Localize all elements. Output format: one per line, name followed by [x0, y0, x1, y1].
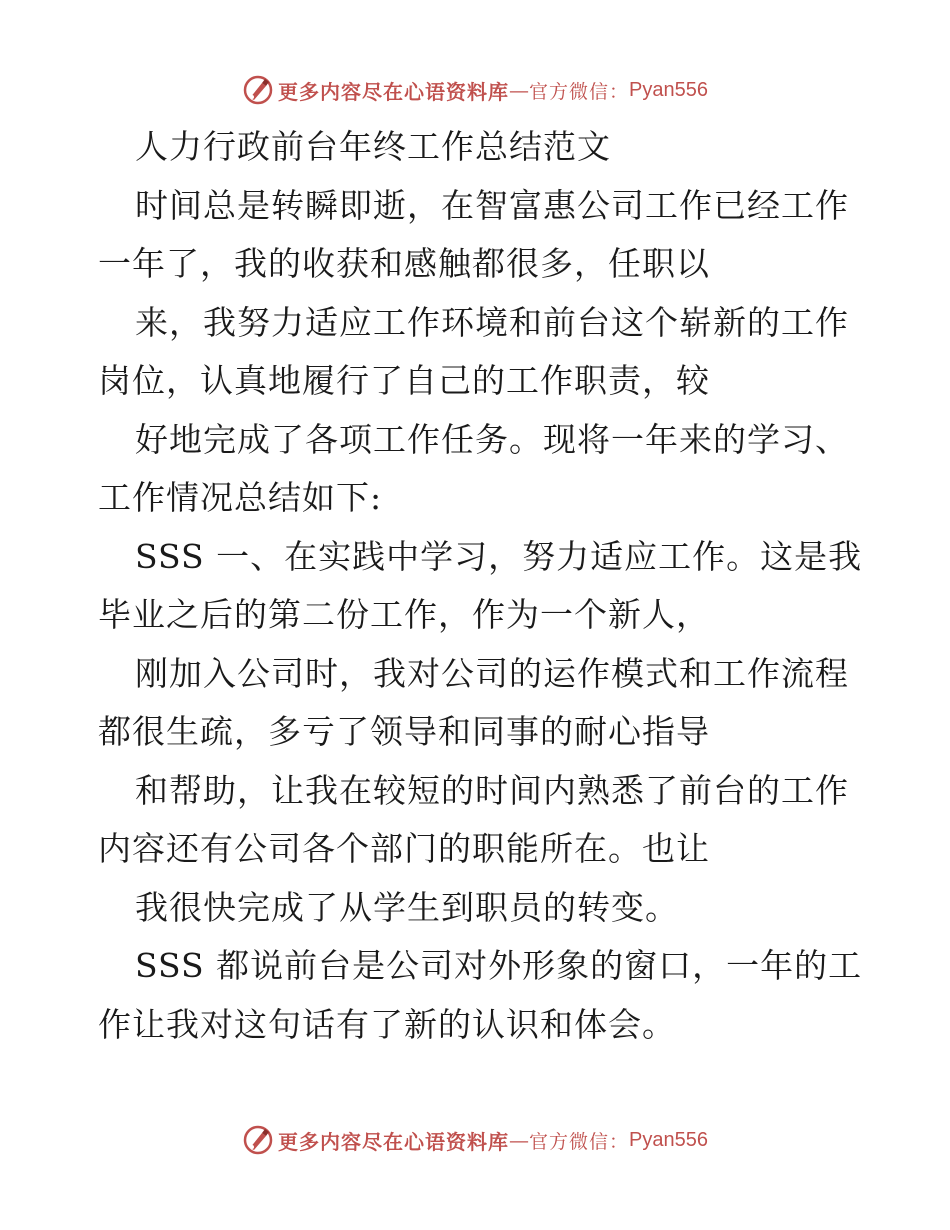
text-line: 工作情况总结如下:: [98, 478, 383, 517]
text-line: 刚加入公司时，我对公司的运作模式和工作流程: [135, 653, 849, 693]
banner-wechat-id: Pyan556: [629, 1128, 708, 1151]
text-line: 好地完成了各项工作任务。现将一年来的学习、: [135, 419, 849, 459]
text-line: SSS 都说前台是公司对外形象的窗口，一年的工: [135, 946, 863, 985]
pen-circle-logo-icon: [242, 74, 274, 106]
text-line: 人力行政前台年终工作总结范文: [135, 127, 611, 166]
header-banner: [0, 70, 950, 110]
text-line: 都很生疏，多亏了领导和同事的耐心指导: [98, 712, 710, 751]
text-line: 作让我对这句话有了新的认识和体会。: [98, 1004, 676, 1044]
text-line: 毕业之后的第二份工作，作为一个新人，: [98, 595, 710, 634]
banner-separator: —: [509, 78, 529, 102]
text-line: 和帮助，让我在较短的时间内熟悉了前台的工作: [135, 770, 849, 810]
text-line: 内容还有公司各个部门的职能所在。也让: [98, 829, 710, 868]
banner-separator: —: [509, 1128, 529, 1152]
footer-banner: [0, 1120, 950, 1160]
text-line: 我很快完成了从学生到职员的转变。: [135, 887, 679, 927]
banner-wechat-label: 官方微信：: [529, 80, 630, 103]
banner-brand-text: 更多内容尽在心语资料库: [278, 1129, 509, 1154]
text-line: 岗位，认真地履行了自己的工作职责，较: [98, 361, 710, 400]
banner-wechat-label: 官方微信：: [529, 1130, 630, 1153]
text-line: SSS 一、在实践中学习，努力适应工作。这是我: [135, 536, 863, 576]
banner-wechat-id: Pyan556: [629, 78, 708, 101]
pen-circle-logo-icon: [242, 1124, 274, 1156]
document-body: [98, 118, 863, 1054]
text-line: 一年了，我的收获和感触都很多，任职以: [98, 244, 710, 283]
text-line: 时间总是转瞬即逝，在智富惠公司工作已经工作: [135, 185, 849, 225]
banner-brand-text: 更多内容尽在心语资料库: [278, 79, 509, 104]
text-line: 来，我努力适应工作环境和前台这个崭新的工作: [135, 302, 849, 342]
